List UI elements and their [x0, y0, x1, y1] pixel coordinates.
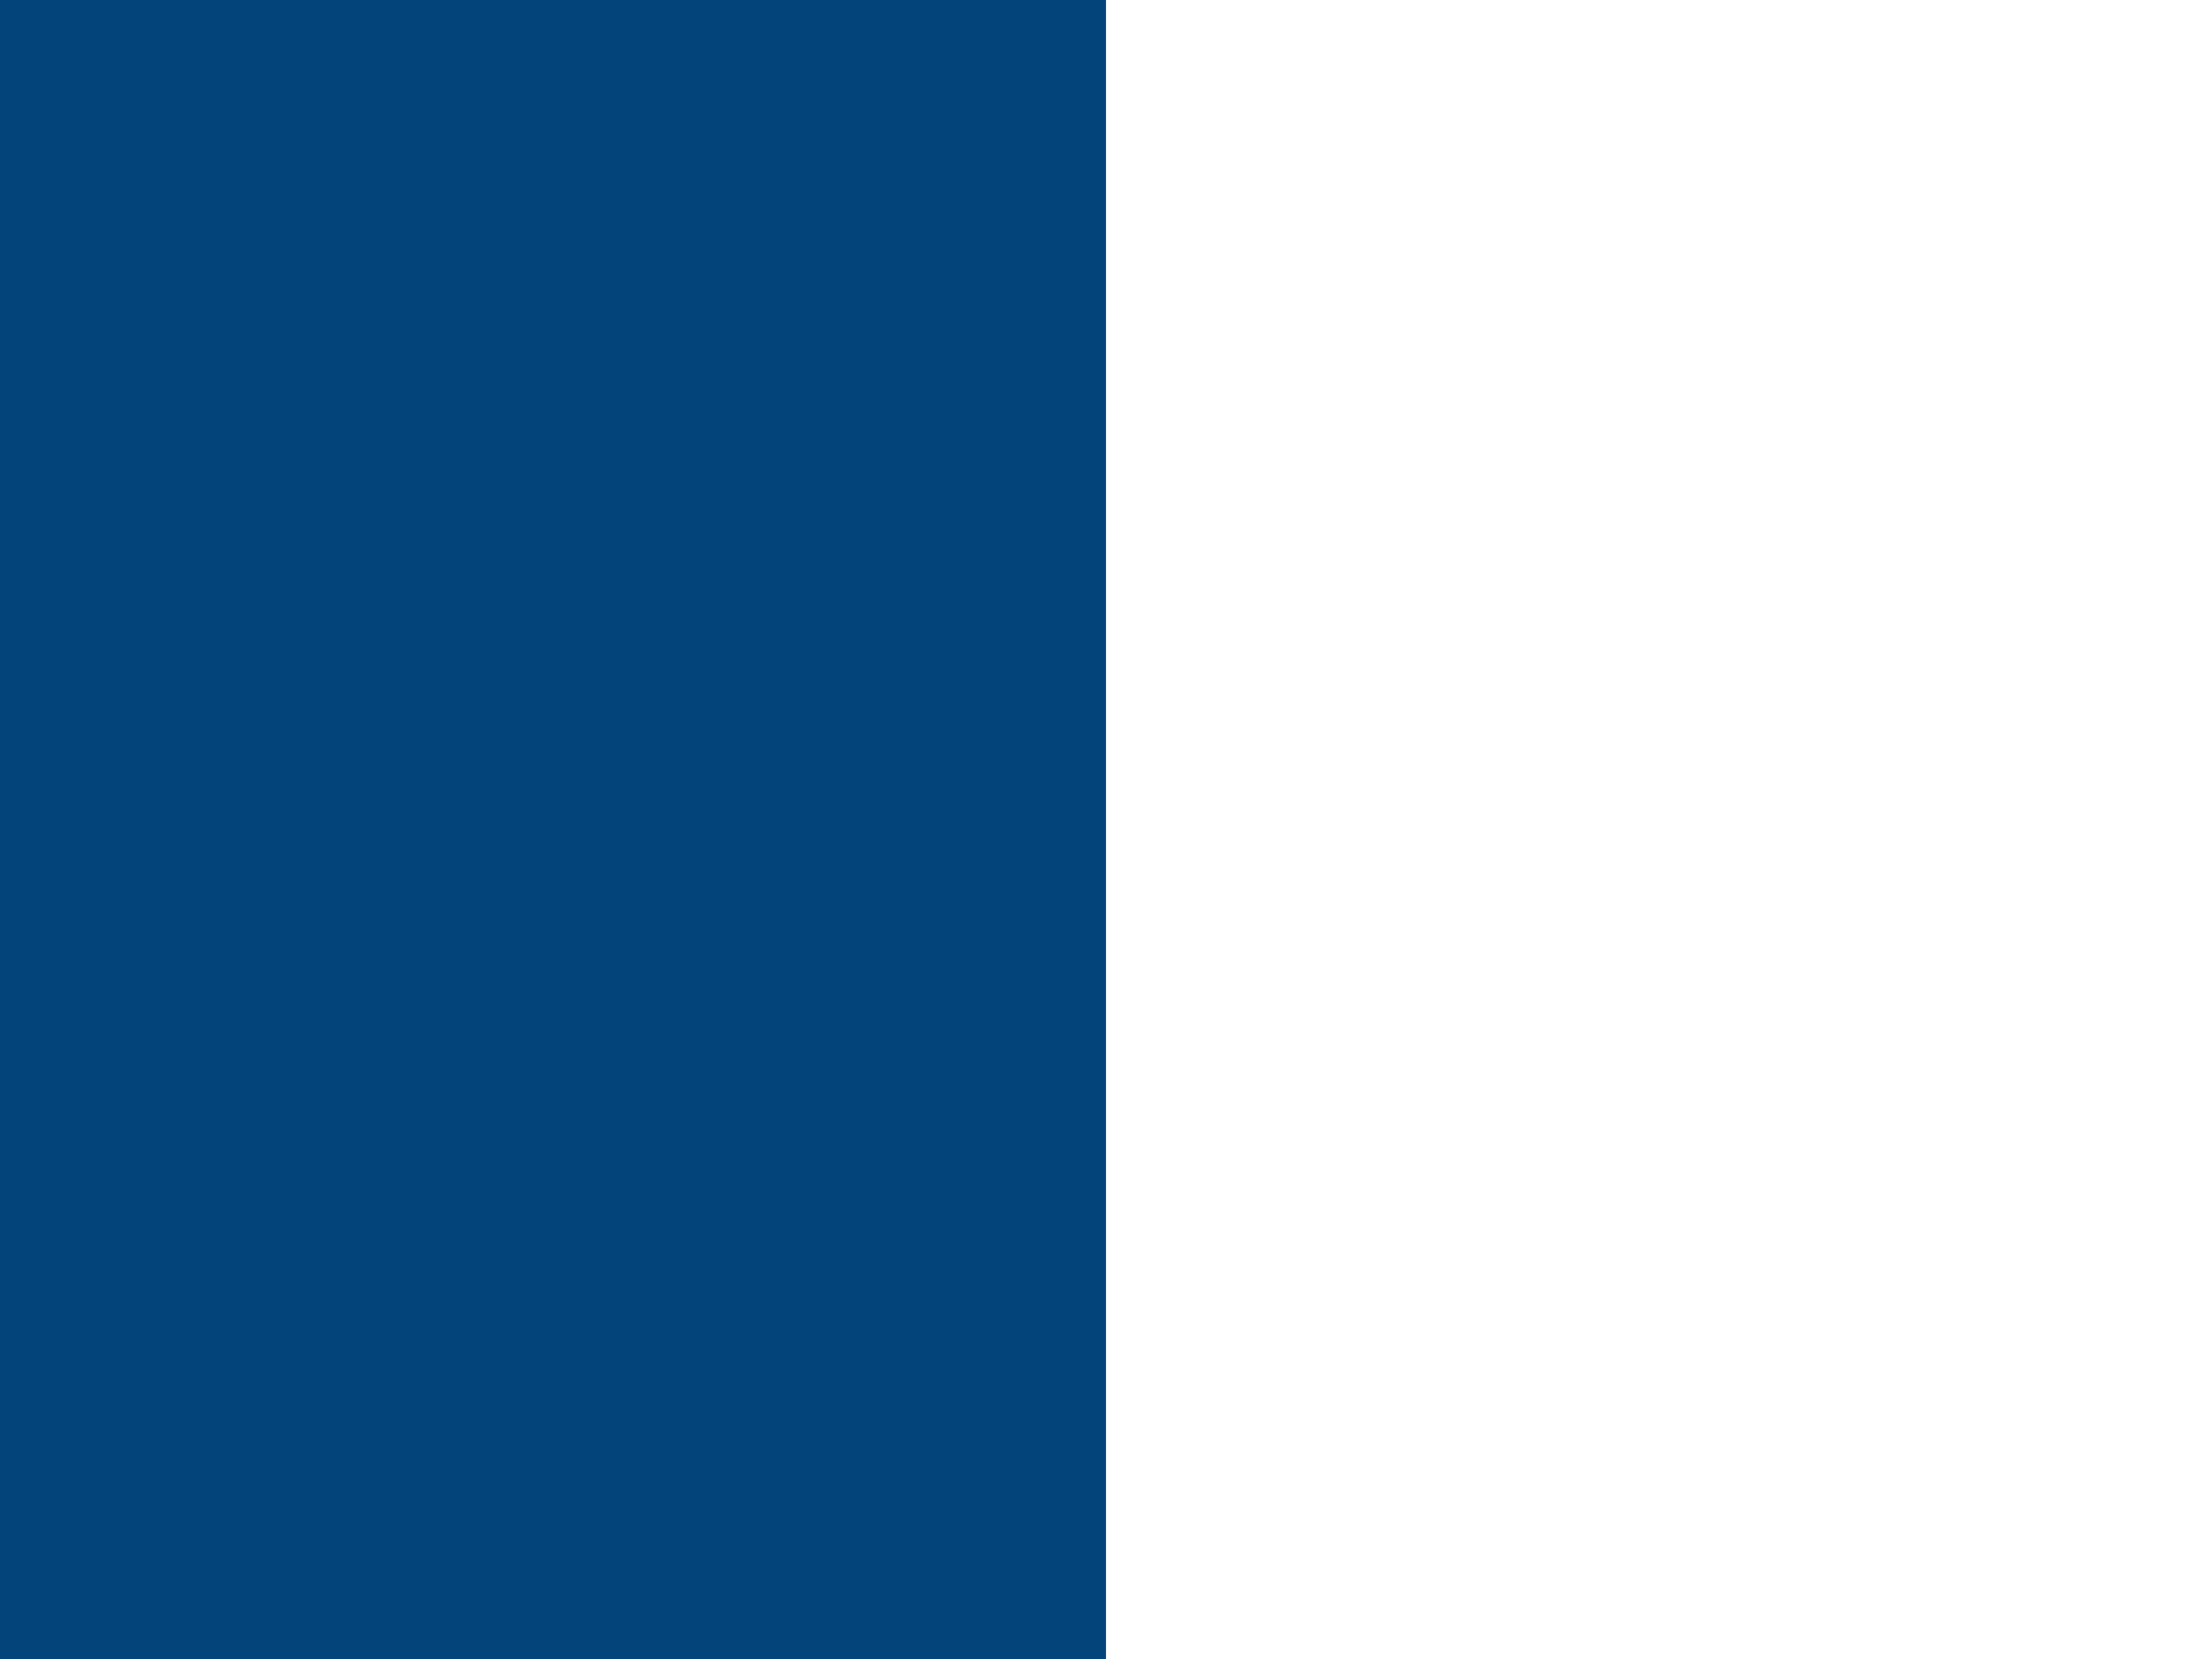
right-page	[1106, 0, 2212, 1659]
